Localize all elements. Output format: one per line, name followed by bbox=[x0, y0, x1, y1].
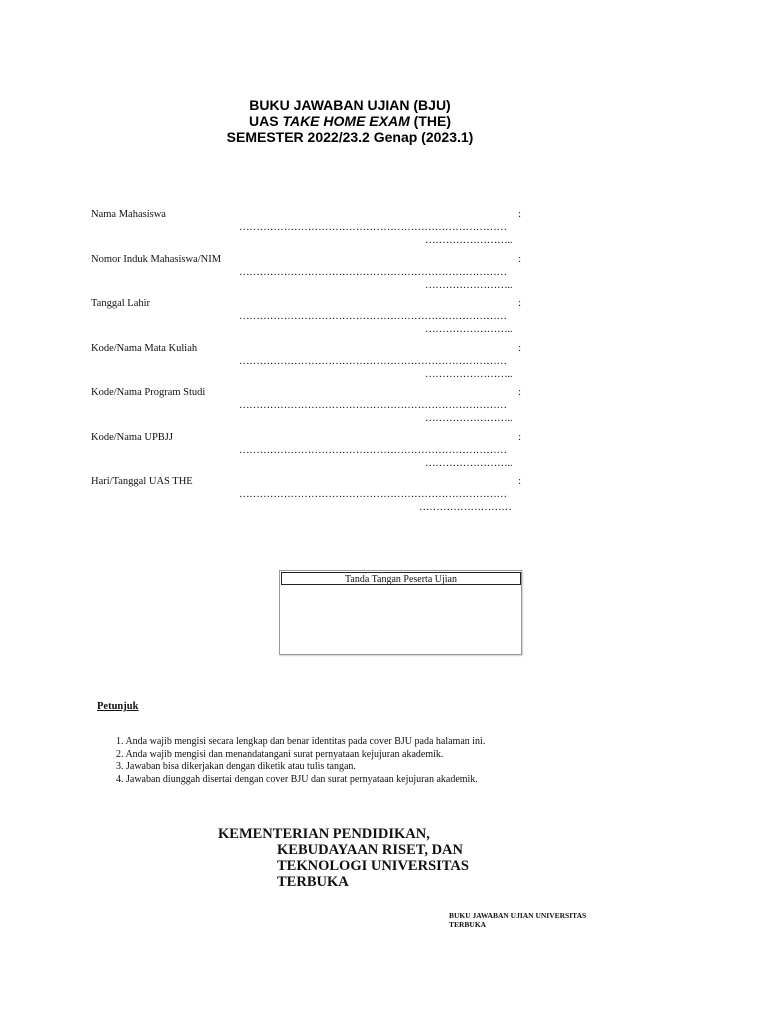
ministry-line: KEBUDAYAAN RISET, DAN bbox=[277, 842, 463, 858]
field-label: Kode/Nama UPBJJ bbox=[91, 431, 173, 443]
field-label: Nomor Induk Mahasiswa/NIM bbox=[91, 253, 222, 265]
instruction-item: 2. Anda wajib mengisi dan menandatangani surat pernyataan kejujuran akademik. bbox=[116, 748, 444, 760]
instruction-item: 3. Jawaban bisa dikerjakan dengan diketik atau tulis tangan. bbox=[116, 761, 356, 772]
field-mata-kuliah[interactable] bbox=[91, 341, 523, 386]
header-title: BUKU JAWABAN UJIAN (BJU) bbox=[249, 97, 451, 113]
ministry-line: KEMENTERIAN PENDIDIKAN, bbox=[218, 826, 430, 842]
field-colon: : bbox=[518, 253, 521, 265]
fill-line[interactable]: …………………….. bbox=[425, 279, 513, 291]
ministry-line: TEKNOLOGI UNIVERSITAS bbox=[277, 858, 469, 874]
fill-line[interactable]: …………………………………………………………………… bbox=[239, 444, 507, 456]
fill-line[interactable]: ……………………… bbox=[419, 502, 512, 513]
header-semester: SEMESTER 2022/23.2 Genap (2023.1) bbox=[226, 129, 474, 145]
header-exam-suffix: (THE) bbox=[409, 113, 451, 129]
field-program-studi[interactable] bbox=[91, 385, 523, 430]
header-exam-italic: TAKE HOME EXAM bbox=[282, 113, 410, 129]
field-nim[interactable] bbox=[91, 252, 523, 297]
instructions-heading: Petunjuk bbox=[97, 701, 139, 712]
field-label: Kode/Nama Mata Kuliah bbox=[91, 342, 198, 354]
fill-line[interactable]: …………………….. bbox=[425, 457, 513, 469]
footer-line: TERBUKA bbox=[449, 919, 487, 929]
field-nama-mahasiswa[interactable] bbox=[91, 207, 523, 252]
field-colon: : bbox=[518, 387, 521, 398]
signature-box-title: Tanda Tangan Peserta Ujian bbox=[281, 572, 521, 585]
header-exam-prefix: UAS bbox=[249, 113, 283, 129]
header-exam-type bbox=[0, 113, 700, 129]
instruction-item: 1. Anda wajib mengisi secara lengkap dan benar identitas pada cover BJU pada halaman ini. bbox=[116, 736, 486, 747]
identity-form bbox=[91, 207, 523, 519]
fill-line[interactable]: …………………………………………………………………… bbox=[239, 489, 507, 500]
fill-line[interactable]: …………………….. bbox=[425, 235, 513, 246]
field-upbjj[interactable] bbox=[91, 430, 523, 475]
field-colon: : bbox=[518, 431, 521, 443]
field-colon: : bbox=[518, 476, 521, 487]
fill-line[interactable]: …………………………………………………………………… bbox=[239, 400, 507, 411]
field-colon: : bbox=[518, 342, 521, 354]
document-header bbox=[0, 97, 700, 145]
fill-line[interactable]: …………………………………………………………………… bbox=[239, 222, 507, 233]
footer-line: BUKU JAWABAN UJIAN UNIVERSITAS bbox=[449, 911, 587, 920]
fill-line[interactable]: …………………………………………………………………… bbox=[239, 266, 507, 278]
instruction-item: 4. Jawaban diunggah disertai dengan cover BJU dan surat pernyataan kejujuran akademik. bbox=[116, 773, 478, 785]
field-label: Nama Mahasiswa bbox=[91, 209, 166, 220]
field-label: Hari/Tanggal UAS THE bbox=[91, 476, 193, 487]
fill-line[interactable]: …………………………………………………………………… bbox=[239, 355, 507, 367]
footer-note bbox=[449, 912, 586, 929]
ministry-line: TERBUKA bbox=[277, 874, 349, 890]
instructions-list bbox=[116, 736, 485, 786]
fill-line[interactable]: …………………….. bbox=[425, 413, 513, 424]
fill-line[interactable]: …………………….. bbox=[425, 324, 513, 335]
fill-line[interactable]: …………………….. bbox=[425, 368, 513, 380]
field-label: Tanggal Lahir bbox=[91, 298, 151, 309]
field-tanggal-lahir[interactable] bbox=[91, 296, 523, 341]
field-colon: : bbox=[518, 209, 521, 220]
field-hari-tanggal[interactable] bbox=[91, 474, 523, 519]
signature-box[interactable] bbox=[279, 570, 522, 655]
field-label: Kode/Nama Program Studi bbox=[91, 387, 206, 398]
ministry-name bbox=[218, 826, 469, 890]
fill-line[interactable]: …………………………………………………………………… bbox=[239, 311, 507, 322]
field-colon: : bbox=[518, 298, 521, 309]
